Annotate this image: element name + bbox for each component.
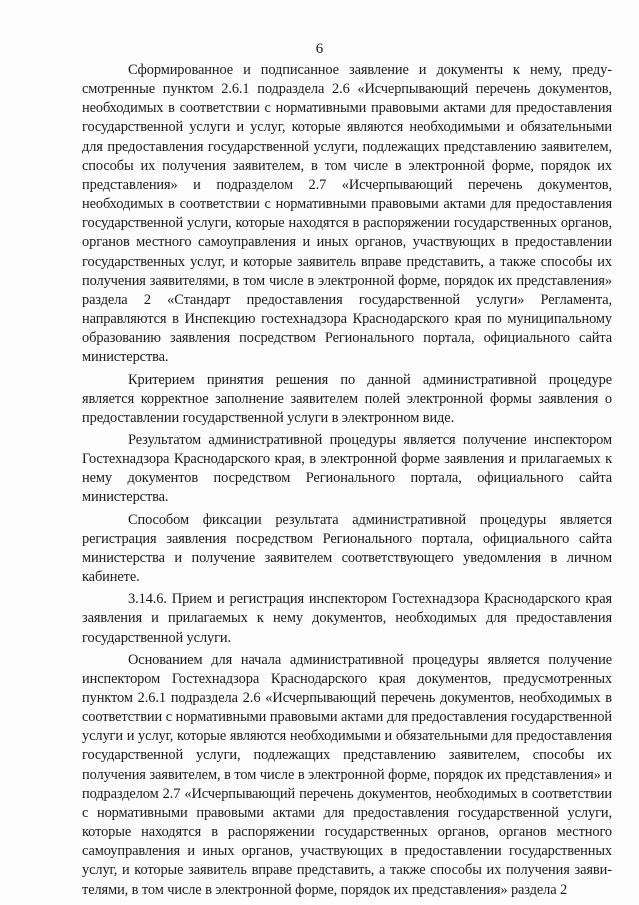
paragraph-section-3-14-6: 3.14.6. Прием и регистрация инспектором Гостехнадзора Краснодарского края заявления и прилагаемых к нему документов, необходимых для предоставления государственной услуги. <box>82 591 612 646</box>
paragraph-procedure-result: Результатом административной процедуры является получение инспектором Гостехнадзора Краснодарского края, в электронной форме заявления и прилагаемых к нему документов посредством Регионального портала, официального сайта министерства. <box>82 431 612 506</box>
paragraph-submission: Сформированное и подписанное заявление и документы к нему, предусмотренные пунктом 2.6.1 подраздела 2.6 «Исчерпывающий перечень документов, необходимых в соответствии с нормативными правовыми актами для предоставления государственной услуги и услуг, которые являются необходимыми и обязательными для предоставления государственной услуги, подлежащих представлению заявителем, способы их получения заявителем, в том числе в электронной форме, порядок их представления» и подразделом 2.7 «Исчерпывающий перечень документов, необходимых в соответствии с нормативными правовыми актами для предоставления государственной услуги, которые находятся в распоряжении государственных органов, органов местного самоуправления и иных органов, участвующих в предоставлении государственных услуг, и которые заявитель вправе представить, а также способы их получения заявителями, в том числе в электронной форме, порядок их представления» раздела 2 «Стандарт предоставления государственной услуги» Регламента, направляются в Инспекцию гостехнадзора Краснодарского края по муниципальному образованию заявления посредством Регионального портала, официального сайта министерства. <box>82 62 612 366</box>
document-body <box>82 61 612 903</box>
page-number: 6 <box>315 41 324 57</box>
paragraph-decision-criterion: Критерием принятия решения по данной административной процедуре является корректное заполнение заявителем полей электронной формы заявления о предоставлении государственной услуги в электронном виде. <box>82 371 612 426</box>
paragraph-procedure-basis: Основанием для начала административной процедуры является получение инспектором Гостехнадзора Краснодарского края документов, предусмотренных пунктом 2.6.1 подраздела 2.6 «Исчерпывающий перечень документов, необходимых в соответствии с нормативными правовыми актами для предоставления государственной услуги и услуг, которые являются необходимыми и обязательными для предоставления государственной услуги, подлежащих представлению заявителем, способы их получения заявителем, в том числе в электронной форме, порядок их представления» и подразделом 2.7 «Исчерпывающий перечень документов, необходимых в соответствии с нормативными правовыми актами для предоставления государственной услуги, которые находятся в распоряжении государственных органов, органов местного самоуправления и иных органов, участвующих в предоставлении государственных услуг, и которые заявитель вправе представить, а также способы их получения заявителями, в том числе в электронной форме, порядок их представления» раздела 2 <box>82 651 612 898</box>
paragraph-result-fixation: Способом фиксации результата административной процедуры является регистрация заявления посредством Регионального портала, официального сайта министерства и получение заявителем соответствующего уведомления в личном кабинете. <box>82 511 612 586</box>
